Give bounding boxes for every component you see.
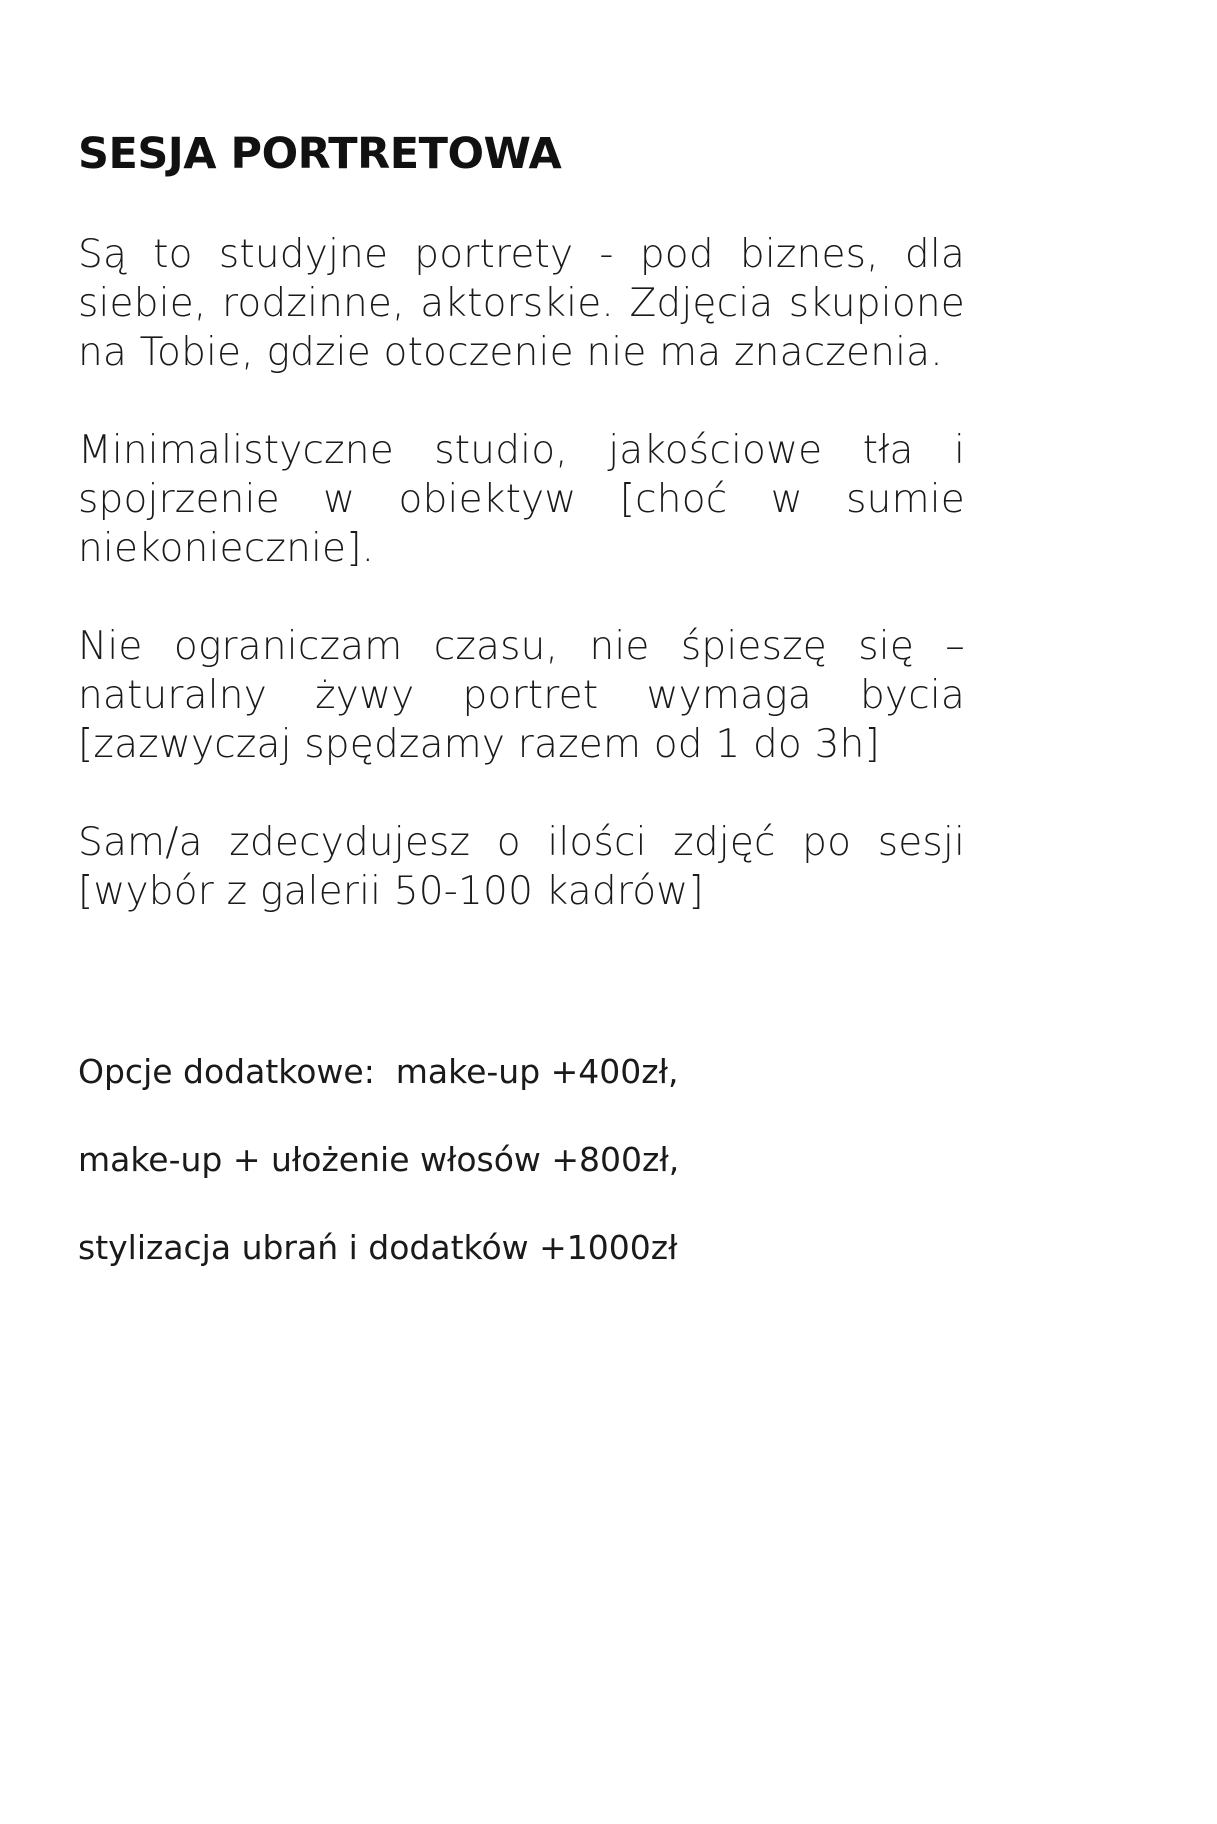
document-content	[78, 128, 965, 1314]
paragraph-time: Nie ograniczam czasu, nie śpieszę się – naturalny żywy portret wymaga bycia [zazwyczaj spędzamy razem od 1 do 3h]	[78, 624, 965, 767]
options-line-hair: make-up + ułożenie włosów +800zł,	[78, 1140, 680, 1179]
paragraph-selection: Sam/a zdecydujesz o ilości zdjęć po sesji [wybór z galerii 50-100 kadrów]	[78, 820, 965, 914]
options-line-makeup: Opcje dodatkowe: make-up +400zł,	[78, 1052, 679, 1091]
additional-options	[78, 1006, 965, 1314]
page-title: SESJA PORTRETOWA	[78, 129, 562, 179]
paragraph-studio: Minimalistyczne studio, jakościowe tła i spojrzenie w obiektyw [choć w sumie niekoniecznie].	[78, 428, 965, 571]
paragraph-description: Są to studyjne portrety - pod biznes, dla siebie, rodzinne, aktorskie. Zdjęcia skupione na Tobie, gdzie otoczenie nie ma znaczenia.	[78, 232, 965, 375]
options-line-styling: stylizacja ubrań i dodatków +1000zł	[78, 1228, 678, 1267]
